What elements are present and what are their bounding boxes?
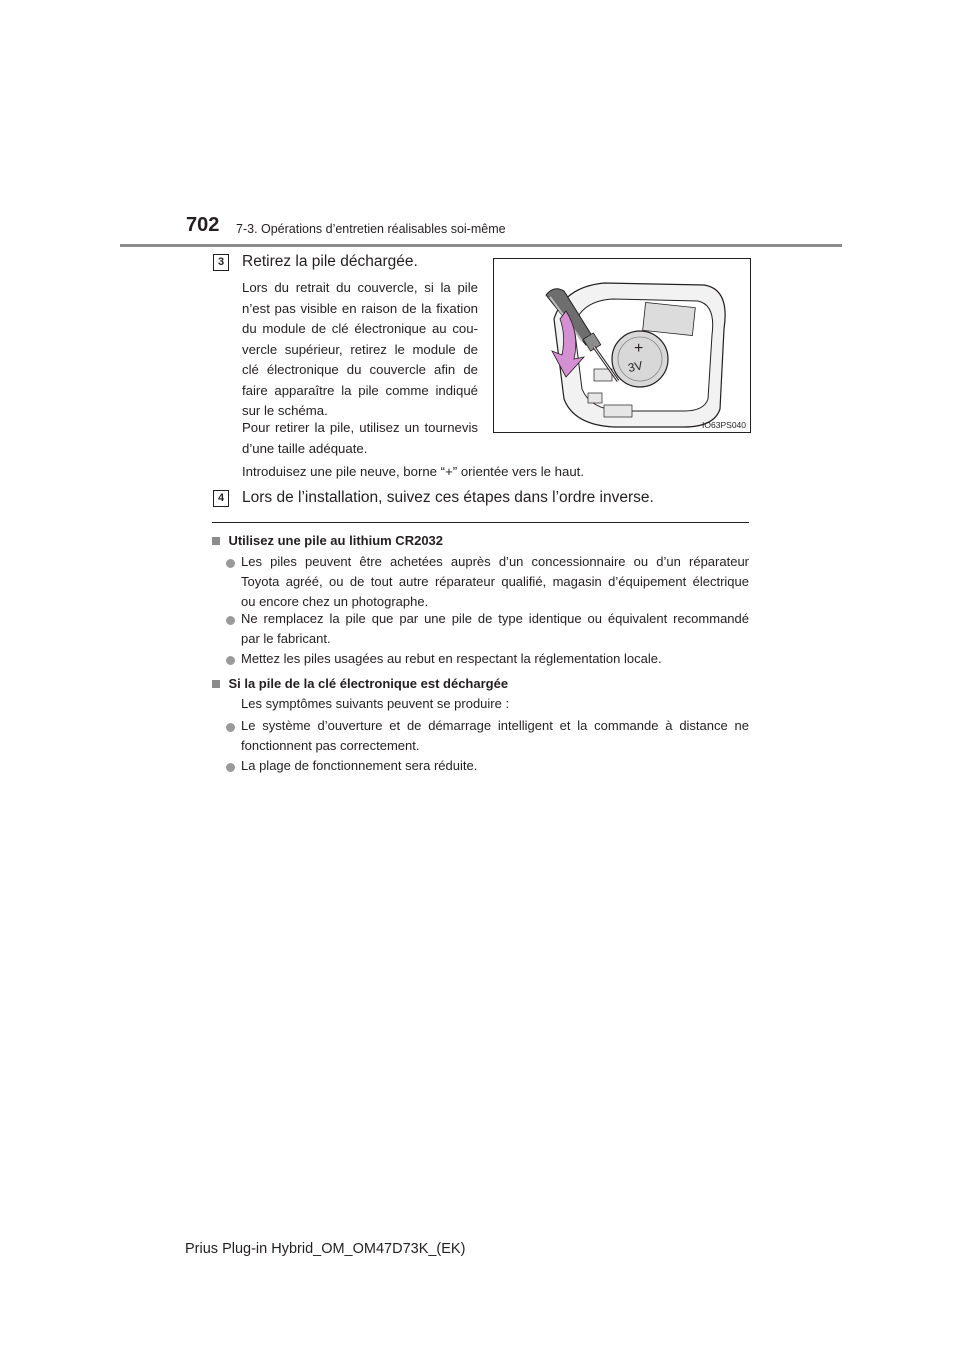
- notes-divider: [212, 522, 749, 523]
- text-line: vercle supérieur, retirez le module de: [242, 341, 478, 357]
- battery-plus-sign: +: [634, 340, 644, 357]
- text-line: Les piles peuvent être achetées auprès d’un concessionnaire ou d’un réparateur: [241, 554, 749, 569]
- text-line: faire apparaître la pile comme indiqué: [242, 382, 478, 398]
- note-1-heading: Utilisez une pile au lithium CR2032: [228, 533, 444, 548]
- electronic-module: [643, 302, 696, 335]
- square-bullet-icon: [212, 537, 220, 545]
- module-component: [604, 405, 632, 417]
- note-1-item-1: [241, 552, 749, 612]
- text-line: Pour retirer la pile, utilisez un tournevis: [242, 420, 478, 435]
- text-line: Lors du retrait du couvercle, si la pile: [242, 280, 478, 295]
- text-line: clé électronique du couvercle afin de: [242, 362, 478, 377]
- note-2-item-2: La plage de fonctionnement sera réduite.: [241, 758, 478, 773]
- round-bullet-icon: [226, 763, 235, 772]
- text-line: sur le schéma.: [242, 403, 328, 418]
- text-line: n’est pas visible en raison de la fixation: [242, 300, 478, 316]
- round-bullet-icon: [226, 616, 235, 625]
- round-bullet-icon: [226, 656, 235, 665]
- module-component: [588, 393, 602, 403]
- text-line: d’une taille adéquate.: [242, 440, 368, 456]
- section-title: 7-3. Opérations d’entretien réalisables soi-même: [236, 222, 506, 236]
- note-2-heading: Si la pile de la clé électronique est déchargée: [228, 676, 509, 691]
- square-bullet-icon: [212, 680, 220, 688]
- note-1-item-2: [241, 609, 749, 649]
- text-line: Ne remplacez la pile que par une pile de type identique ou équivalent recommandé: [241, 611, 749, 626]
- step-3-paragraph-1: [242, 278, 478, 422]
- step-3-title: Retirez la pile déchargée.: [242, 253, 418, 270]
- key-battery-illustration: [494, 259, 750, 432]
- step-4-title: Lors de l’installation, suivez ces étapes dans l’ordre inverse.: [242, 489, 654, 506]
- key-battery-figure: [493, 258, 751, 433]
- note-2-item-1: [241, 716, 749, 756]
- text-line: fonctionnent pas correctement.: [241, 738, 420, 753]
- note-heading-row: [212, 532, 443, 550]
- text-line: par le fabricant.: [241, 631, 331, 646]
- page-number: 702: [186, 214, 220, 236]
- step-3-paragraph-2: [242, 418, 478, 459]
- text-line: ou encore chez un photographe.: [241, 594, 429, 609]
- header-rule: [120, 244, 842, 247]
- text-line: du module de clé électronique au cou-: [242, 321, 478, 336]
- note-1-item-3: Mettez les piles usagées au rebut en respectant la réglementation locale.: [241, 651, 662, 666]
- step-3-badge: 3: [213, 254, 229, 271]
- figure-code: IO63PS040: [702, 420, 746, 430]
- footer-document-id: Prius Plug-in Hybrid_OM_OM47D73K_(EK): [185, 1241, 466, 1257]
- step-4-badge: 4: [213, 490, 229, 507]
- round-bullet-icon: [226, 559, 235, 568]
- note-heading-row: [212, 675, 508, 693]
- round-bullet-icon: [226, 723, 235, 732]
- text-line: Toyota agréé, ou de tout autre réparateur qualifié, magasin d’équipement électrique: [241, 574, 749, 589]
- step-3-paragraph-3: Introduisez une pile neuve, borne “+” orientée vers le haut.: [242, 464, 584, 479]
- text-line: Le système d’ouverture et de démarrage intelligent et la commande à distance ne: [241, 718, 749, 733]
- note-2-intro: Les symptômes suivants peuvent se produire :: [241, 696, 510, 711]
- battery-voltage: 3V: [626, 358, 644, 376]
